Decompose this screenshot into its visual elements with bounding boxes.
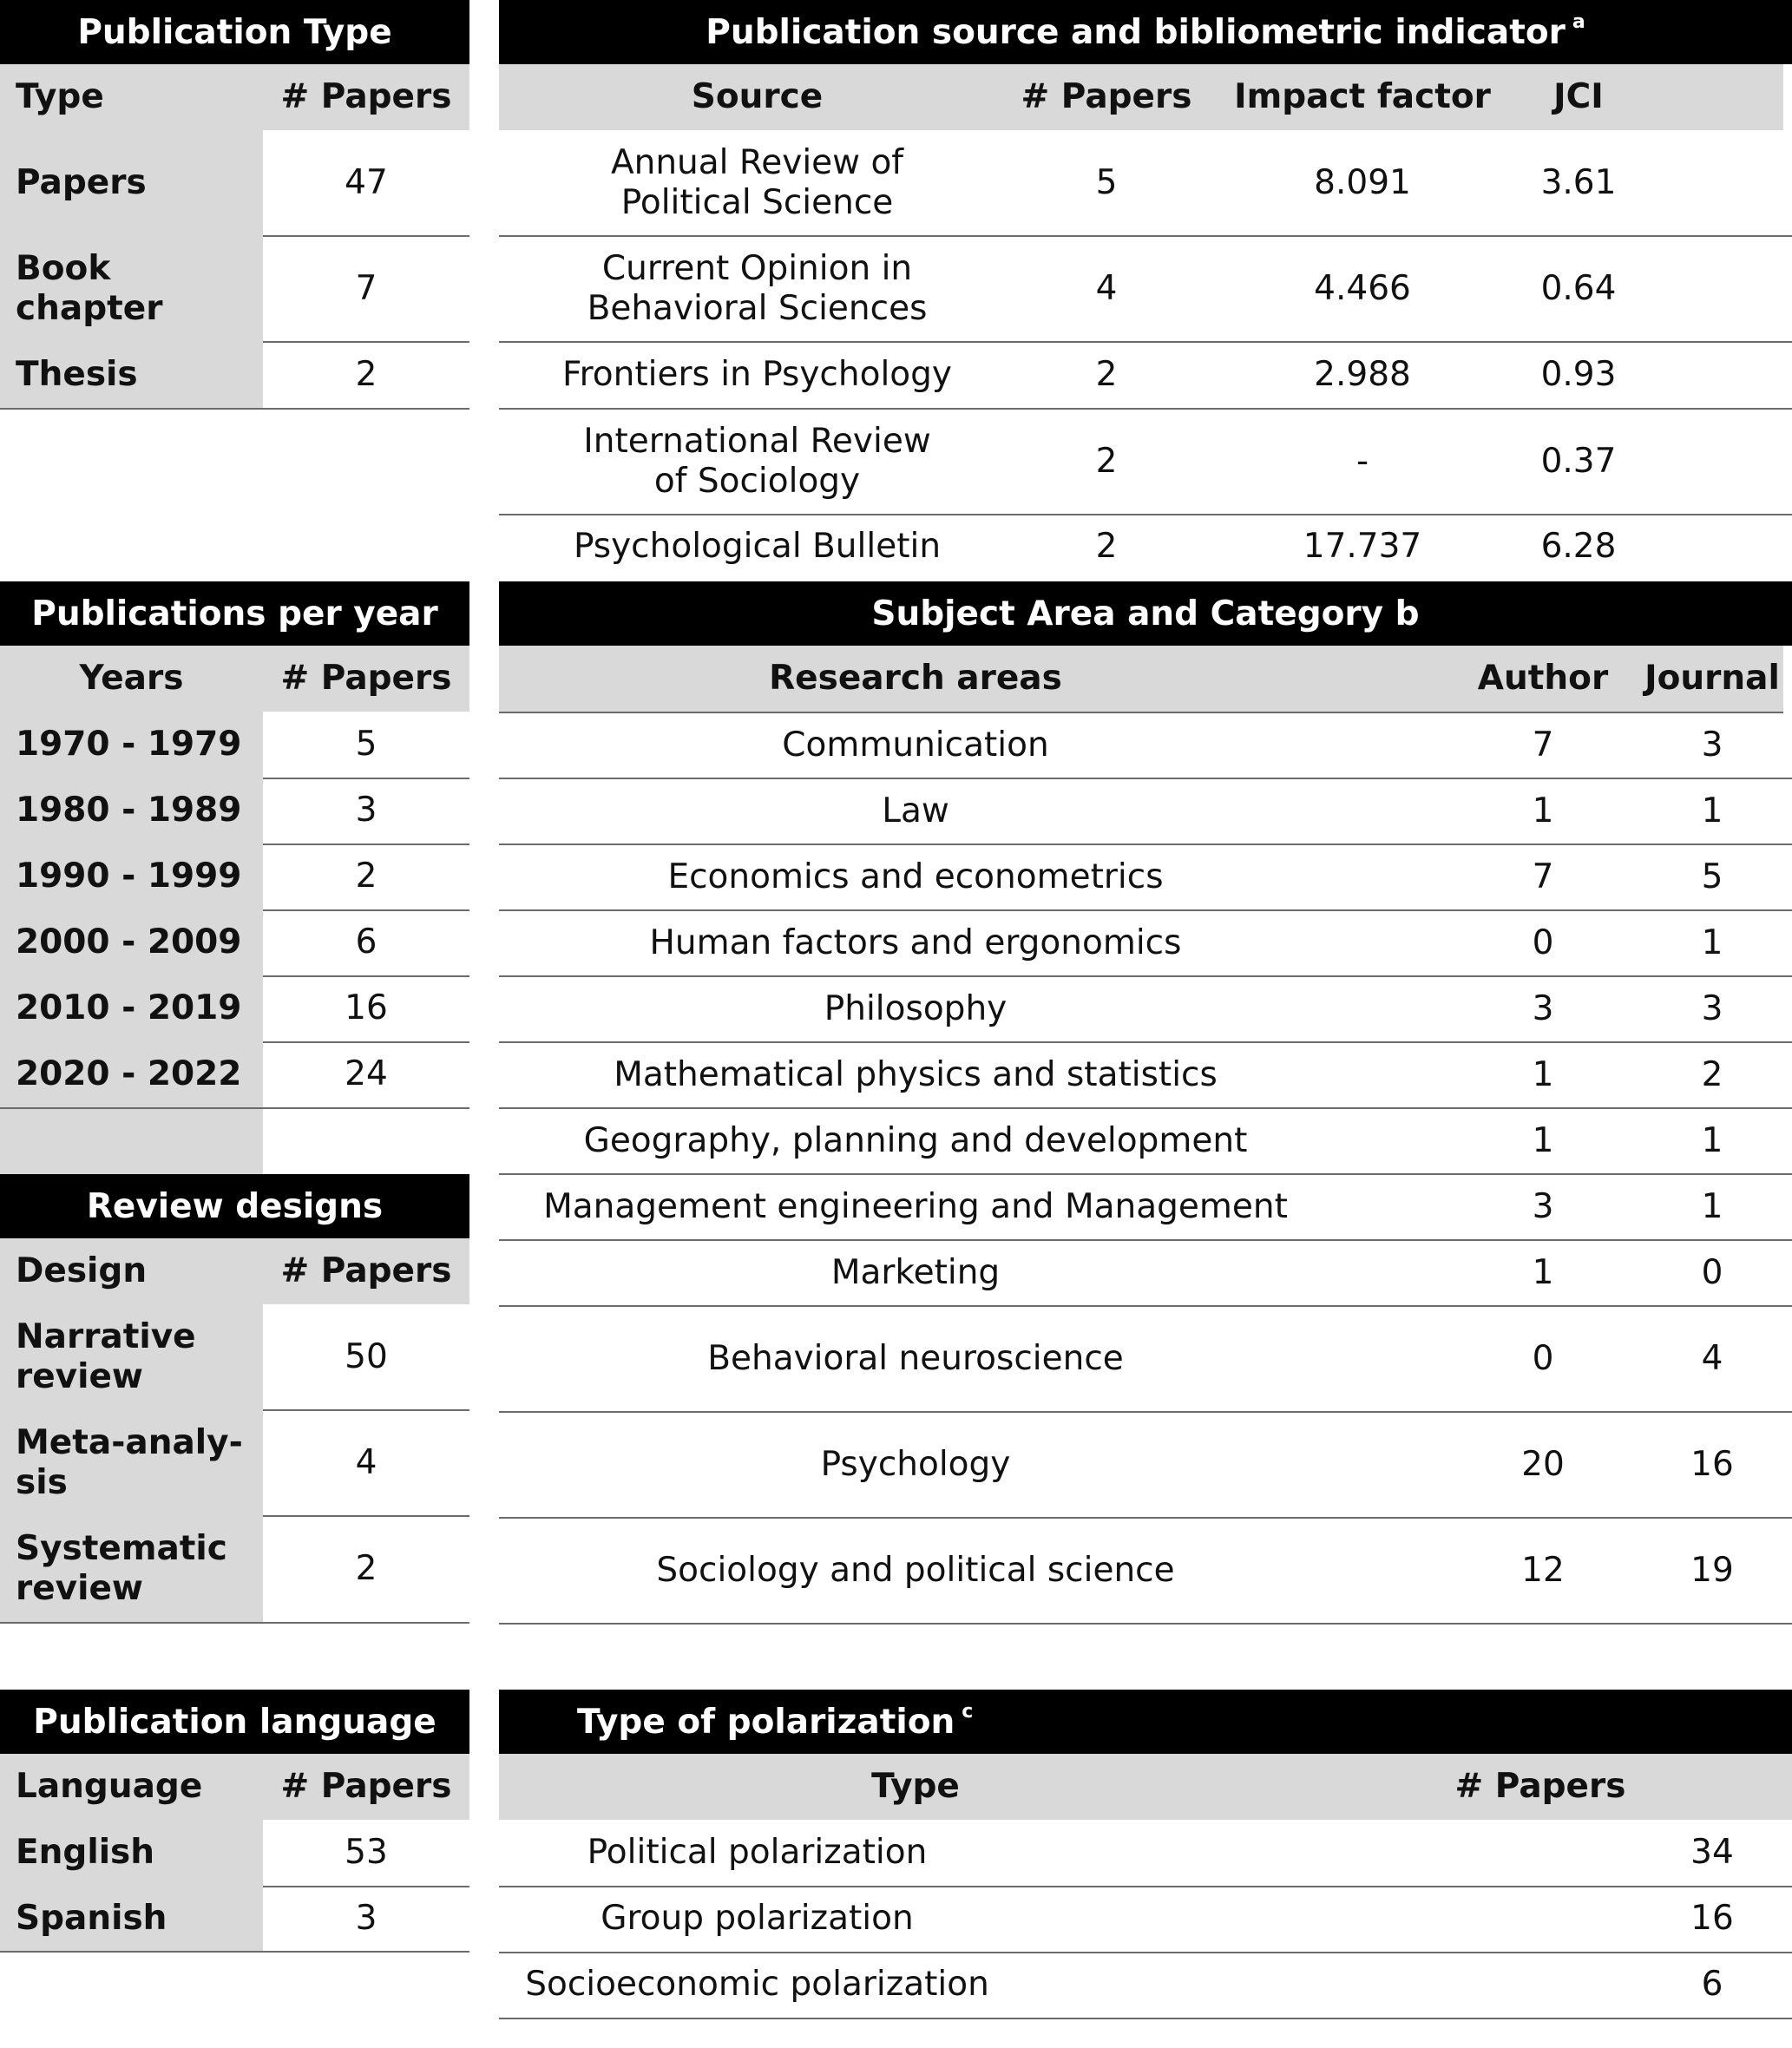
table-cell-jci: 0.37 [1540,441,1617,481]
source-line-2: of Sociology [653,462,861,501]
footnote-mark: c [962,1700,974,1723]
table-cell-author: 0 [1532,1338,1554,1378]
table-cell-papers: 47 [345,162,388,202]
row-divider [499,1623,1792,1625]
table-cell-journal: 1 [1701,1120,1723,1160]
table-row-label: Spanish [16,1898,167,1938]
table-cell-journal: 2 [1701,1054,1723,1094]
column-header-papers: # Papers [1454,1766,1626,1806]
table-cell-author: 20 [1521,1444,1565,1484]
table-row-label: Papers [16,162,147,202]
source-line-1: Current Opinion in [601,248,913,288]
table-cell-papers: 3 [355,790,377,830]
table-cell-impact-factor: 4.466 [1314,268,1411,308]
publications-per-year-table [0,581,469,1111]
table-cell-journal: 16 [1690,1444,1734,1484]
table-cell-research-area: Communication [782,725,1049,765]
table-bottom-rule [0,1622,469,1624]
design-line-1: Systematic [16,1528,227,1568]
polarization-type-title-text: Type of polarization [577,1702,955,1742]
table-cell-research-area: Sociology and political science [656,1550,1175,1590]
table-cell-papers: 53 [345,1832,388,1872]
table-cell-author: 1 [1532,1054,1554,1094]
column-header-language: Language [16,1766,203,1806]
table-cell-research-area: Human factors and ergonomics [649,922,1182,962]
table-cell-type: Socioeconomic polarization [525,1964,989,2004]
table-cell-author: 7 [1532,725,1554,765]
table-cell-journal: 1 [1701,922,1723,962]
table-cell-papers: 3 [355,1898,377,1938]
source-line-1: Annual Review of [610,142,904,182]
table-cell-research-area: Geography, planning and development [583,1120,1248,1160]
table-cell-journal: 5 [1701,857,1723,896]
table-cell-impact-factor: 17.737 [1303,526,1422,566]
table-cell-research-area: Marketing [830,1252,1001,1292]
polarization-type-title [499,1690,1792,1754]
table-row-label [0,1516,263,1622]
table-row-label: Book chapter [16,248,163,328]
column-header-source: Source [691,76,824,116]
column-header-papers: # Papers [280,76,452,116]
column-header-years: Years [79,658,184,698]
table-cell-author: 3 [1532,1186,1554,1226]
column-header-design: Design [16,1250,148,1290]
table-cell-research-area: Psychology [820,1444,1011,1484]
table-cell-papers: 5 [355,724,377,764]
table-cell-papers: 6 [355,922,377,962]
table-bottom-rule [499,2018,1792,2019]
design-line-2: sis [16,1463,68,1502]
table-cell-papers: 7 [355,268,377,308]
table-cell-author: 7 [1532,857,1554,896]
table-cell-journal: 19 [1690,1550,1734,1590]
table-cell-papers: 50 [345,1336,388,1376]
publications-per-year-title: Publications per year [0,581,469,646]
source-line-1: Frontiers in Psychology [562,354,952,394]
publication-type-table [0,0,469,410]
table-cell-journal: 3 [1701,988,1723,1028]
table-cell-papers: 4 [1095,268,1118,308]
table-cell-journal: 0 [1701,1252,1723,1292]
table-cell-papers: 34 [1690,1832,1734,1872]
table-cell-impact-factor: 2.988 [1314,354,1411,394]
table-cell-research-area: Behavioral neuroscience [707,1338,1124,1378]
publication-type-title: Publication Type [0,0,469,64]
table-bottom-rule [0,408,469,410]
table-cell-journal: 4 [1701,1338,1723,1378]
column-header-type: Type [16,76,104,116]
table-cell-type: Group polarization [601,1898,914,1938]
source-line-1: Psychological Bulletin [573,526,942,566]
design-line-1: Meta-analy- [16,1422,243,1462]
table-cell-papers: 2 [1095,441,1118,481]
column-header-papers: # Papers [280,1766,452,1806]
table-cell-source [499,130,1015,236]
review-designs-table [0,1174,469,1625]
table-cell-papers: 4 [355,1442,377,1482]
table-row-label: 2020 - 2022 [16,1054,242,1093]
column-header-papers: # Papers [280,1250,452,1290]
table-cell-type: Political polarization [587,1832,928,1872]
table-cell-research-area: Law [882,791,949,830]
publication-source-table [499,0,1792,577]
table-cell-research-area: Management engineering and Management [543,1186,1288,1226]
source-line-1: International Review [583,421,931,461]
polarization-type-table [499,1690,1792,2021]
table-cell-research-area: Mathematical physics and statistics [614,1054,1218,1094]
table-row-label: English [16,1832,155,1872]
table-cell-papers: 5 [1095,162,1118,202]
table-row-label [0,1304,263,1410]
table-cell-journal: 1 [1701,791,1723,830]
table-cell-papers: 2 [1095,526,1118,566]
table-row-label: 2010 - 2019 [16,988,242,1027]
table-bottom-rule [0,1107,469,1109]
table-cell-papers: 2 [1095,354,1118,394]
subject-area-table [499,581,1792,1623]
table-row-label: 1980 - 1989 [16,790,242,830]
table-cell-papers: 2 [355,354,377,394]
column-header-papers: # Papers [1021,76,1192,116]
table-cell-papers: 6 [1701,1964,1723,2004]
table-cell-jci: 0.93 [1540,354,1617,394]
publication-language-title: Publication language [0,1690,469,1754]
design-line-2: review [16,1357,143,1396]
table-bottom-rule [0,1951,469,1953]
table-cell-impact-factor: 8.091 [1314,162,1411,202]
table-cell-papers: 16 [1690,1898,1734,1938]
table-cell-source [499,515,1015,578]
column-header-type: Type [871,1766,960,1806]
table-row-label: 1970 - 1979 [16,724,242,764]
column-header-impact-factor: Impact factor [1234,76,1491,116]
publication-source-title-text: Publication source and bibliometric indicator [706,12,1566,52]
table-cell-jci: 3.61 [1540,162,1617,202]
table-cell-journal: 3 [1701,725,1723,765]
subject-area-title: Subject Area and Category b [499,581,1792,646]
table-cell-author: 12 [1521,1550,1565,1590]
table-cell-source [499,342,1015,408]
table-cell-author: 0 [1532,922,1554,962]
table-cell-author: 3 [1532,988,1554,1028]
table-cell-papers: 16 [345,988,388,1027]
table-cell-source [499,236,1015,342]
table-cell-journal: 1 [1701,1186,1723,1226]
footnote-mark: a [1572,10,1585,33]
publication-language-table [0,1690,469,1955]
publication-source-title [499,0,1792,64]
column-header-journal: Journal [1644,658,1780,698]
table-cell-research-area: Philosophy [824,988,1008,1028]
column-header-jci: JCI [1553,76,1604,116]
design-line-1: Narrative [16,1316,196,1356]
source-line-2: Political Science [620,183,894,222]
table-cell-papers: 24 [345,1054,388,1093]
table-cell-impact-factor: - [1355,441,1369,481]
table-row-label: 2000 - 2009 [16,922,242,962]
source-line-2: Behavioral Sciences [587,289,928,328]
column-header-research-areas: Research areas [769,658,1062,698]
table-cell-jci: 6.28 [1540,526,1617,566]
table-cell-papers: 2 [355,1548,377,1588]
table-cell-author: 1 [1532,1252,1554,1292]
column-header-papers: # Papers [280,658,452,698]
table-cell-author: 1 [1532,791,1554,830]
design-line-2: review [16,1569,143,1608]
column-header-author: Author [1477,658,1609,698]
table-cell-jci: 0.64 [1540,268,1617,308]
table-cell-papers: 2 [355,856,377,896]
table-cell-research-area: Economics and econometrics [667,857,1164,896]
table-cell-source [499,409,1015,515]
table-row-label [0,1410,263,1516]
table-row-label: Thesis [16,354,138,394]
table-row-label: 1990 - 1999 [16,856,242,896]
table-cell-author: 1 [1532,1120,1554,1160]
review-designs-title: Review designs [0,1174,469,1238]
